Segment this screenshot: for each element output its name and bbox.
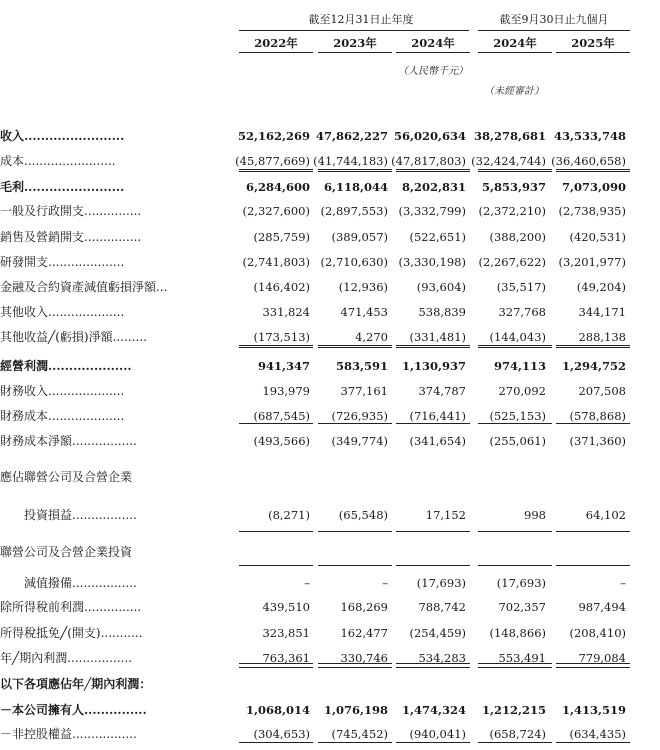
header-full-year: 截至12月31日止年度 — [308, 13, 414, 26]
subtotal-rule — [556, 565, 630, 566]
table-row — [0, 724, 660, 744]
row-label: 銷售及營銷開支............... — [0, 230, 142, 244]
row-value: (47,817,803) — [391, 154, 466, 168]
subtotal-rule — [478, 171, 552, 172]
row-value: 998 — [524, 508, 546, 522]
row-value: 1,130,937 — [401, 359, 466, 373]
row-label: 其他收益╱(虧損)淨額......... — [0, 330, 147, 344]
row-value: (420,531) — [569, 230, 626, 244]
subtotal-rule — [396, 169, 470, 170]
table-row — [0, 381, 660, 401]
row-label: 其他收入.................... — [0, 305, 125, 319]
row-value: (716,441) — [409, 409, 466, 423]
row-label: 研發開支.................... — [0, 255, 125, 269]
subtotal-rule — [396, 345, 470, 346]
row-label: 除所得稅前利潤............... — [0, 600, 142, 614]
row-value: 6,284,600 — [245, 180, 310, 194]
row-value: 17,152 — [425, 508, 466, 522]
year-rule — [239, 52, 313, 53]
table-row — [0, 431, 660, 451]
row-value: (285,759) — [253, 230, 310, 244]
row-value: 1,068,014 — [245, 703, 310, 717]
row-value: (93,604) — [416, 280, 466, 294]
table-row — [0, 151, 660, 171]
row-value: (12,936) — [338, 280, 388, 294]
row-value: 6,118,044 — [323, 180, 388, 194]
row-value: (634,435) — [569, 727, 626, 741]
row-value: (32,424,744) — [471, 154, 546, 168]
row-label: －本公司擁有人............... — [0, 703, 147, 717]
row-value: (2,710,630) — [320, 255, 388, 269]
subtotal-rule — [478, 169, 552, 170]
year-2024: 2024年 — [411, 36, 455, 50]
row-value: 553,491 — [498, 651, 546, 665]
row-value: 38,278,681 — [473, 129, 546, 143]
subtotal-rule — [318, 171, 392, 172]
subtotal-rule — [478, 347, 552, 348]
row-value: 330,746 — [340, 651, 388, 665]
row-value: (148,866) — [489, 626, 546, 640]
row-value: (3,332,799) — [398, 204, 466, 218]
table-row — [0, 597, 660, 617]
subtotal-rule — [239, 169, 313, 170]
row-value: (2,267,622) — [478, 255, 546, 269]
subtotal-rule — [318, 347, 392, 348]
row-value: 52,162,269 — [237, 129, 310, 143]
row-value: (45,877,669) — [235, 154, 310, 168]
row-value: 941,347 — [257, 359, 310, 373]
subtotal-rule — [478, 345, 552, 346]
row-value: 64,102 — [585, 508, 626, 522]
row-label: 財務收入.................... — [0, 384, 125, 398]
row-label: 一般及行政開支............... — [0, 204, 142, 218]
row-value: 702,357 — [498, 600, 546, 614]
row-value: 331,824 — [262, 305, 310, 319]
row-value: (173,513) — [253, 330, 310, 344]
row-value: – — [382, 576, 388, 590]
row-label: 財務成本淨額................. — [0, 434, 137, 448]
row-value: (388,200) — [489, 230, 546, 244]
subtotal-rule — [239, 742, 313, 743]
row-label: 年╱期內利潤................. — [0, 651, 133, 665]
row-value: (146,402) — [253, 280, 310, 294]
row-value: (208,410) — [569, 626, 626, 640]
subtotal-rule — [239, 423, 313, 424]
unaudited-note: （未經審計） — [484, 86, 544, 97]
table-row — [0, 542, 660, 562]
year-rule — [478, 52, 552, 53]
subtotal-rule — [478, 565, 552, 566]
row-value: (940,041) — [409, 727, 466, 741]
row-value: 43,533,748 — [553, 129, 626, 143]
table-row — [0, 177, 660, 197]
row-value: (3,201,977) — [558, 255, 626, 269]
row-label: 投資損益................. — [0, 508, 137, 522]
row-value: 288,138 — [578, 330, 626, 344]
row-value: (35,517) — [496, 280, 546, 294]
row-value: (687,545) — [253, 409, 310, 423]
row-value: 207,508 — [578, 384, 626, 398]
row-value: (341,654) — [409, 434, 466, 448]
table-row — [0, 674, 660, 694]
row-value: (525,153) — [489, 409, 546, 423]
row-value: 1,294,752 — [561, 359, 626, 373]
year-rule — [318, 52, 392, 53]
row-value: 327,768 — [498, 305, 546, 319]
row-label: 成本........................ — [0, 154, 116, 168]
subtotal-rule — [556, 347, 630, 348]
subtotal-rule — [478, 531, 552, 532]
row-value: – — [304, 576, 310, 590]
row-value: (726,935) — [331, 409, 388, 423]
row-value: 763,361 — [262, 651, 310, 665]
row-value: (65,548) — [338, 508, 388, 522]
subtotal-rule — [478, 423, 552, 424]
row-value: 4,270 — [355, 330, 388, 344]
year-2025-9m: 2025年 — [571, 36, 615, 50]
subtotal-rule — [396, 667, 470, 668]
row-label: 經營利潤.................... — [0, 359, 132, 373]
row-value: (745,452) — [331, 727, 388, 741]
row-value: (17,693) — [416, 576, 466, 590]
row-value: (2,327,600) — [242, 204, 310, 218]
row-value: (2,741,803) — [242, 255, 310, 269]
subtotal-rule — [478, 742, 552, 743]
row-label: 應佔聯營公司及合營企業 — [0, 470, 133, 484]
subtotal-rule — [556, 171, 630, 172]
row-value: – — [620, 576, 626, 590]
subtotal-rule — [556, 345, 630, 346]
row-value: 8,202,831 — [401, 180, 466, 194]
subtotal-rule — [239, 531, 313, 532]
row-value: (17,693) — [496, 576, 546, 590]
row-value: (578,868) — [569, 409, 626, 423]
row-value: 5,853,937 — [481, 180, 546, 194]
table-row — [0, 277, 660, 297]
row-label: －非控股權益................. — [0, 727, 137, 741]
row-value: 779,084 — [578, 651, 626, 665]
row-label: 財務成本.................... — [0, 409, 125, 423]
subtotal-rule — [239, 345, 313, 346]
year-2023: 2023年 — [333, 36, 377, 50]
row-value: (255,061) — [489, 434, 546, 448]
table-row — [0, 252, 660, 272]
subtotal-rule — [396, 565, 470, 566]
row-value: 168,269 — [340, 600, 388, 614]
subtotal-rule — [478, 667, 552, 668]
subtotal-rule — [396, 347, 470, 348]
row-value: (2,372,210) — [478, 204, 546, 218]
subtotal-rule — [556, 663, 630, 664]
row-label: 所得稅抵免╱(開支)........... — [0, 626, 143, 640]
row-value: 1,413,519 — [561, 703, 626, 717]
subtotal-rule — [556, 742, 630, 743]
row-value: (493,566) — [253, 434, 310, 448]
subtotal-rule — [318, 169, 392, 170]
year-rule — [556, 52, 630, 53]
subtotal-rule — [239, 667, 313, 668]
row-value: 538,839 — [418, 305, 466, 319]
row-value: 1,076,198 — [323, 703, 388, 717]
subtotal-rule — [396, 742, 470, 743]
subtotal-rule — [318, 667, 392, 668]
subtotal-rule — [556, 423, 630, 424]
table-row — [0, 623, 660, 643]
row-label: 減值撥備................. — [0, 576, 137, 590]
row-label: 金融及合約資產減值虧損淨額... — [0, 280, 168, 294]
row-value: (8,271) — [268, 508, 310, 522]
row-value: (144,043) — [489, 330, 546, 344]
row-value: 323,851 — [262, 626, 310, 640]
subtotal-rule — [478, 663, 552, 664]
row-value: 583,591 — [335, 359, 388, 373]
currency-note: （人民幣千元） — [398, 66, 468, 77]
row-value: 1,474,324 — [401, 703, 466, 717]
row-value: 7,073,090 — [561, 180, 626, 194]
year-2022: 2022年 — [254, 36, 298, 50]
row-value: 193,979 — [262, 384, 310, 398]
year-rule — [396, 52, 470, 53]
row-value: 47,862,227 — [315, 129, 388, 143]
subtotal-rule — [396, 171, 470, 172]
subtotal-rule — [318, 565, 392, 566]
row-value: (371,360) — [569, 434, 626, 448]
row-value: 374,787 — [418, 384, 466, 398]
header-nine-months: 截至9月30日止九個月 — [499, 13, 609, 26]
table-row — [0, 126, 660, 146]
header-nine-months-rule — [478, 30, 630, 31]
subtotal-rule — [239, 347, 313, 348]
row-value: 439,510 — [262, 600, 310, 614]
row-label: 收入........................ — [0, 129, 125, 143]
row-label: 毛利........................ — [0, 180, 125, 194]
row-value: (304,653) — [253, 727, 310, 741]
row-value: (389,057) — [331, 230, 388, 244]
row-value: 471,453 — [340, 305, 388, 319]
year-2024-9m: 2024年 — [493, 36, 537, 50]
row-value: 162,477 — [340, 626, 388, 640]
table-row — [0, 356, 660, 376]
row-value: (49,204) — [576, 280, 626, 294]
table-row — [0, 201, 660, 221]
row-value: 377,161 — [340, 384, 388, 398]
subtotal-rule — [318, 742, 392, 743]
row-value: (2,738,935) — [558, 204, 626, 218]
subtotal-rule — [239, 565, 313, 566]
row-value: 1,212,215 — [481, 703, 546, 717]
table-row — [0, 573, 660, 593]
table-row — [0, 227, 660, 247]
table-row — [0, 467, 660, 487]
subtotal-rule — [556, 169, 630, 170]
row-value: 270,092 — [498, 384, 546, 398]
row-value: 344,171 — [578, 305, 626, 319]
subtotal-rule — [318, 423, 392, 424]
row-value: (522,651) — [409, 230, 466, 244]
row-value: (3,330,198) — [398, 255, 466, 269]
row-value: 56,020,634 — [393, 129, 466, 143]
table-row — [0, 505, 660, 525]
row-value: 788,742 — [418, 600, 466, 614]
row-value: (41,744,183) — [313, 154, 388, 168]
row-label: 聯營公司及合營企業投資 — [0, 545, 133, 559]
subtotal-rule — [556, 667, 630, 668]
subtotal-rule — [318, 531, 392, 532]
row-value: 987,494 — [578, 600, 626, 614]
subtotal-rule — [318, 345, 392, 346]
row-value: 974,113 — [493, 359, 546, 373]
subtotal-rule — [396, 423, 470, 424]
subtotal-rule — [556, 531, 630, 532]
table-row — [0, 700, 660, 720]
row-value: (658,724) — [489, 727, 546, 741]
subtotal-rule — [396, 531, 470, 532]
subtotal-rule — [396, 663, 470, 664]
row-value: (254,459) — [409, 626, 466, 640]
row-value: (2,897,553) — [320, 204, 388, 218]
row-value: (349,774) — [331, 434, 388, 448]
row-value: (36,460,658) — [551, 154, 626, 168]
subtotal-rule — [239, 663, 313, 664]
table-row — [0, 327, 660, 347]
row-value: (331,481) — [409, 330, 466, 344]
table-row — [0, 302, 660, 322]
subtotal-rule — [318, 663, 392, 664]
row-value: 534,283 — [418, 651, 466, 665]
table-row — [0, 648, 660, 668]
subtotal-rule — [239, 171, 313, 172]
header-full-year-rule — [239, 30, 469, 31]
row-label: 以下各項應佔年╱期內利潤： — [0, 677, 152, 691]
